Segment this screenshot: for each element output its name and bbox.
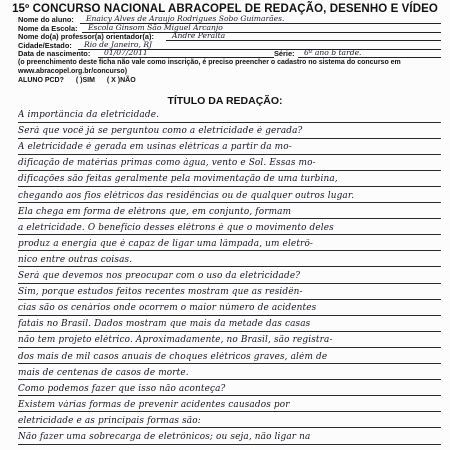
essay-line: cias são os cenários onde ocorrem o maior número de acidentes — [18, 303, 441, 316]
school-name-value: Escola Ginsom São Miguel Arcanjo — [82, 24, 441, 33]
registration-note: (o preenchimento deste ficha não vale como inscrição, é preciso preencher o cadastro no sistema do concurso em — [18, 58, 401, 66]
birth-grade-row — [18, 50, 438, 59]
essay-line: Como podemos fazer que isso não aconteça? — [18, 384, 441, 397]
essay-line: produz a energia que é capaz de ligar uma lâmpada, um eletrô- — [18, 239, 441, 252]
essay-line: não tem projeto elétrico. Aproximadamente, no Brasil, são registra- — [18, 335, 441, 348]
essay-line: dificações são feitas geralmente pela movimentação de uma turbina, — [18, 174, 441, 187]
essay-heading: TÍTULO DA REDAÇÃO: — [167, 95, 283, 107]
essay-line: mais de centenas de casos de morte. — [18, 368, 441, 381]
pcd-label: ALUNO PCD? — [18, 76, 64, 84]
grade-value: 6º ano b tarde. — [298, 49, 441, 58]
essay-line: a eletricidade. O benefício desses elétrons é que o movimento deles — [18, 223, 441, 236]
birth-date-value: 01/07/2011 — [98, 49, 274, 58]
essay-line: Sim, porque estudos feitos recentes mostram que as residên- — [18, 287, 441, 300]
essay-line: dificação de matérias primas como água, vento e Sol. Essas mo- — [18, 158, 441, 171]
registration-url: www.abracopel.org.br/concurso) — [18, 67, 128, 75]
essay-line: eletricidade e as principais formas são: — [18, 416, 441, 429]
essay-line: A importância da eletricidade. — [18, 110, 441, 123]
contest-title: 15º CONCURSO NACIONAL ABRACOPEL DE REDAÇÃO, DESENHO E VÍDEO — [12, 3, 438, 15]
essay-line: Será que devemos nos preocupar com o uso da eletricidade? — [18, 271, 441, 284]
birth-date-label: Data de nascimento: — [18, 49, 91, 59]
city-state-label: Cidade/Estado: — [18, 40, 72, 50]
city-state-value: Rio de Janeiro, RJ — [78, 41, 441, 50]
essay-line: A eletricidade é gerada em usinas elétricas a partir da mo- — [18, 142, 441, 155]
essay-ruled-area — [18, 110, 441, 450]
school-name-label: Nome da Escola: — [18, 23, 78, 33]
teacher-name-label: Nome do(a) professor(a) orientador(a): — [18, 32, 154, 42]
pcd-row — [18, 76, 438, 85]
essay-line: Existem várias formas de prevenir acidentes causados por — [18, 400, 441, 413]
student-info-form — [18, 16, 438, 85]
essay-line: Será que você já se perguntou como a eletricidade é gerada? — [18, 126, 441, 139]
essay-line: dos mais de mil casos anuais de choques elétricos graves, além de — [18, 352, 441, 365]
student-name-value: Enaicy Alves de Araujo Rodrigues Sobo Guimarães. — [80, 15, 441, 24]
essay-line: Não fazer uma sobrecarga de eletrônicos; ou seja, não ligar na — [18, 432, 441, 445]
pcd-yes-option: ( )SIM — [75, 76, 95, 84]
essay-line: fatais no Brasil. Dados mostram que mais da metade das casas — [18, 319, 441, 332]
grade-label: Série: — [274, 49, 295, 59]
essay-line: chegando aos fios elétricos das residências ou de qualquer outros lugar. — [18, 191, 441, 204]
essay-line: Ela chega em forma de elétrons que, em conjunto, formam — [18, 207, 441, 220]
pcd-no-option: ( X )NÃO — [106, 76, 136, 84]
teacher-name-value: André Peralta — [166, 32, 441, 41]
student-name-label: Nome do aluno: — [18, 15, 74, 24]
essay-line: nico entre outras coisas. — [18, 255, 441, 268]
